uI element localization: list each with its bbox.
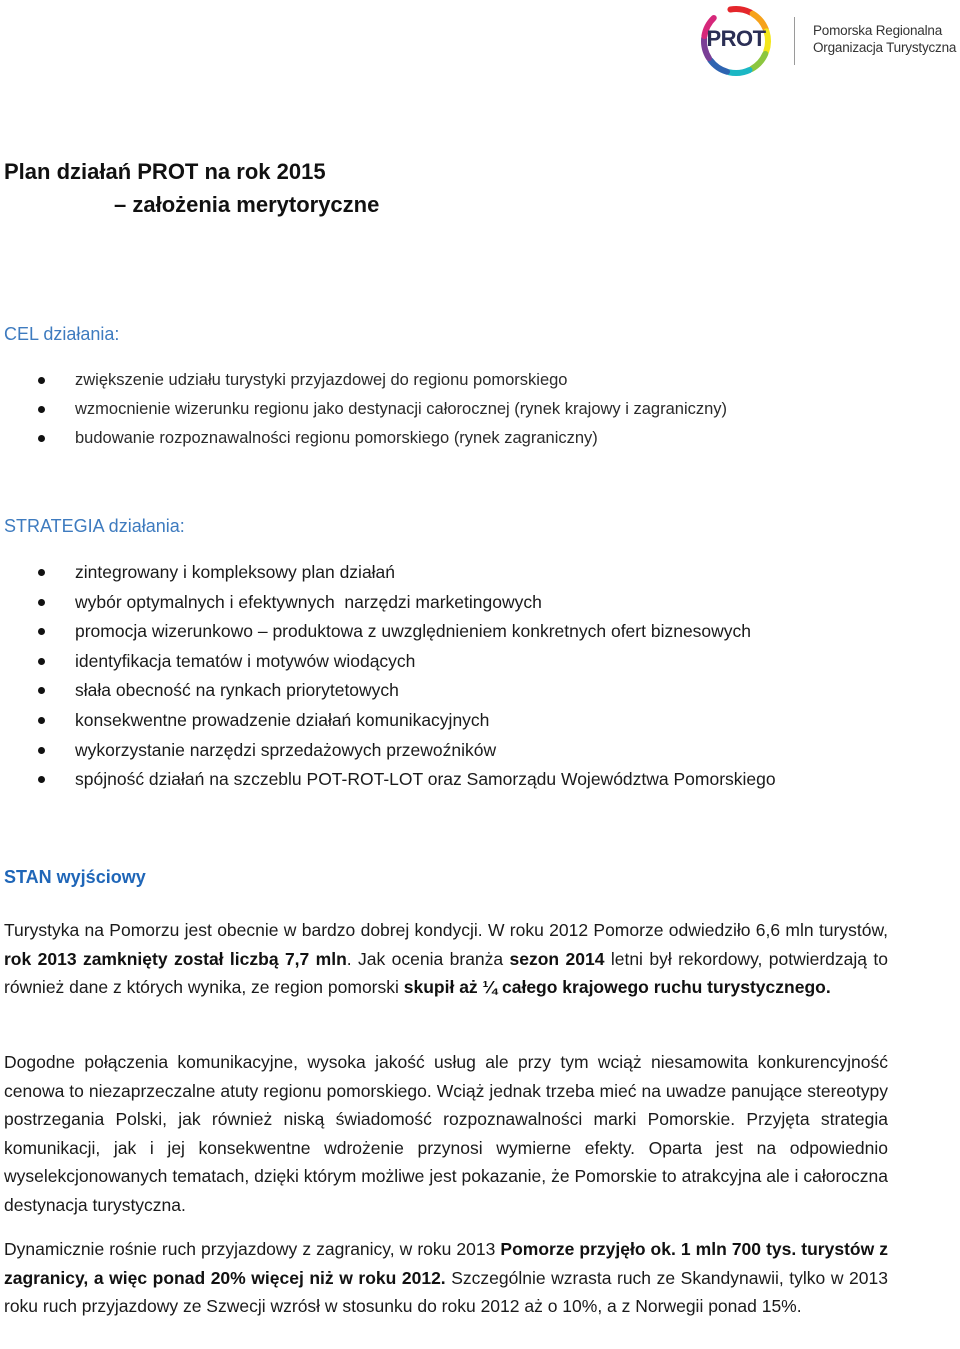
stan-heading: STAN wyjściowy xyxy=(4,867,146,887)
list-item-text: konsekwentne prowadzenie działań komunikacyjnych xyxy=(75,709,490,730)
paragraph-text: Dynamicznie rośnie ruch przyjazdowy z zagranicy, w roku 2013 xyxy=(4,1239,501,1259)
paragraph-text: . Jak ocenia branża xyxy=(346,948,510,969)
logo-org-line2: Organizacja Turystyczna xyxy=(813,40,957,55)
paragraph-text: Turystyka na Pomorzu jest obecnie w bardzo dobrej kondycji. W roku 2012 Pomorze odwiedziło 6,6 mln turystów, xyxy=(4,920,888,940)
cel-list xyxy=(0,366,727,453)
logo-ring-segment xyxy=(752,54,766,69)
paragraph-text: Szczególnie wzrasta ruch ze Skandynawii, tylko w 2013 roku ruch przyjazdowy ze Szwecji wzrósł w stosunku do roku 2012 aż o 10%, a z Norwegii ponad 15%. xyxy=(4,1267,888,1316)
bullet-icon xyxy=(38,435,45,442)
logo-divider xyxy=(794,17,795,65)
stan-paragraph-3 xyxy=(4,1235,888,1321)
cel-heading-rest: działania: xyxy=(38,324,120,344)
list-item xyxy=(0,736,776,766)
list-item-text: zwiększenie udziału turystyki przyjazdowej do regionu pomorskiego xyxy=(75,371,568,389)
bullet-icon xyxy=(38,747,45,754)
list-item xyxy=(0,558,776,588)
list-item-text: promocja wizerunkowo – produktowa z uwzględnieniem konkretnych ofert biznesowych xyxy=(75,621,752,642)
bullet-icon xyxy=(38,406,45,413)
stan-paragraph-2: Dogodne połączenia komunikacyjne, wysoka jakość usług ale przy tym wciąż niesamowita konkurencyjność cenowa to niezaprzeczalne atuty regionu pomorskiego. Wciąż jednak trzeba mieć na uwadze panujące stereotypy postrzegania Polski, jak również niską świadomość rozpoznawalności marki Pomorskie. Przyjęta strategia komunikacji, jak i jej konsekwentne wdrożenie przynosi wymierne efekty. Oparta jest na odpowiednio wyselekcjonowanych tematach, dzięki którym możliwe jest pokazanie, że Pomorskie to atrakcyjna ale i całoroczna destynacja turystyczna. xyxy=(4,1052,888,1215)
bullet-icon xyxy=(38,717,45,724)
logo-ring-segment xyxy=(729,70,749,73)
paragraph-bold: Pomorze przyjęło ok. 1 mln 700 tys. turystów z zagranicy, a więc ponad 20% więcej niż w roku 2012. xyxy=(4,1239,888,1288)
bullet-icon xyxy=(38,687,45,694)
list-item-text: budowanie rozpoznawalności regionu pomorskiego (rynek zagraniczny) xyxy=(75,429,598,447)
list-item-text: identyfikacja tematów i motywów wiodących xyxy=(75,650,416,671)
list-item xyxy=(0,424,727,453)
stan-paragraph-1 xyxy=(4,916,888,1002)
paragraph-bold: rok 2013 zamknięty został liczbą 7,7 mln xyxy=(4,948,347,969)
list-item-text: spójność działań na szczeblu POT-ROT-LOT oraz Samorządu Województwa Pomorskiego xyxy=(75,769,776,790)
logo-org-line1: Pomorska Regionalna xyxy=(813,23,943,38)
list-item xyxy=(0,617,776,647)
list-item xyxy=(0,395,727,424)
paragraph-text: letni był rekordowy, potwierdzają to również dane z których wynika, ze region pomorski xyxy=(4,948,889,997)
list-item-text: wybór optymalnych i efektywnych narzędzi marketingowych xyxy=(75,591,542,612)
bullet-icon xyxy=(38,377,45,384)
logo-ring-segment xyxy=(730,9,750,13)
list-item xyxy=(0,366,727,395)
list-item xyxy=(0,706,776,736)
bullet-icon xyxy=(38,658,45,665)
list-item-text: zintegrowany i kompleksowy plan działań xyxy=(75,562,396,582)
prot-logo xyxy=(695,4,960,78)
title-line-2: – założenia merytoryczne xyxy=(114,192,380,217)
list-item xyxy=(0,647,776,677)
bullet-icon xyxy=(38,776,45,783)
paragraph-bold: sezon 2014 xyxy=(509,948,605,969)
title-line-1: Plan działań PROT na rok 2015 xyxy=(4,159,326,184)
cel-heading xyxy=(4,322,119,346)
bullet-icon xyxy=(38,628,45,635)
paragraph-bold: skupił aż ¼ całego krajowego ruchu turystycznego. xyxy=(403,977,831,997)
list-item xyxy=(0,765,776,795)
bullet-icon xyxy=(38,599,45,606)
strategia-list xyxy=(0,558,776,795)
strategia-heading: STRATEGIA działania: xyxy=(4,516,185,536)
list-item-text: słała obecność na rynkach priorytetowych xyxy=(75,680,399,701)
list-item xyxy=(0,588,776,618)
list-item-text: wykorzystanie narzędzi sprzedażowych przewoźników xyxy=(75,739,497,760)
list-item xyxy=(0,676,776,706)
logo-mark: PROT xyxy=(706,26,766,51)
cel-heading-strong: CEL xyxy=(4,324,39,344)
logo-ring-segment xyxy=(710,60,727,72)
bullet-icon xyxy=(38,569,45,576)
document-title xyxy=(4,155,379,221)
list-item-text: wzmocnienie wizerunku regionu jako destynacji całorocznej (rynek krajowy i zagraniczny) xyxy=(75,400,728,418)
